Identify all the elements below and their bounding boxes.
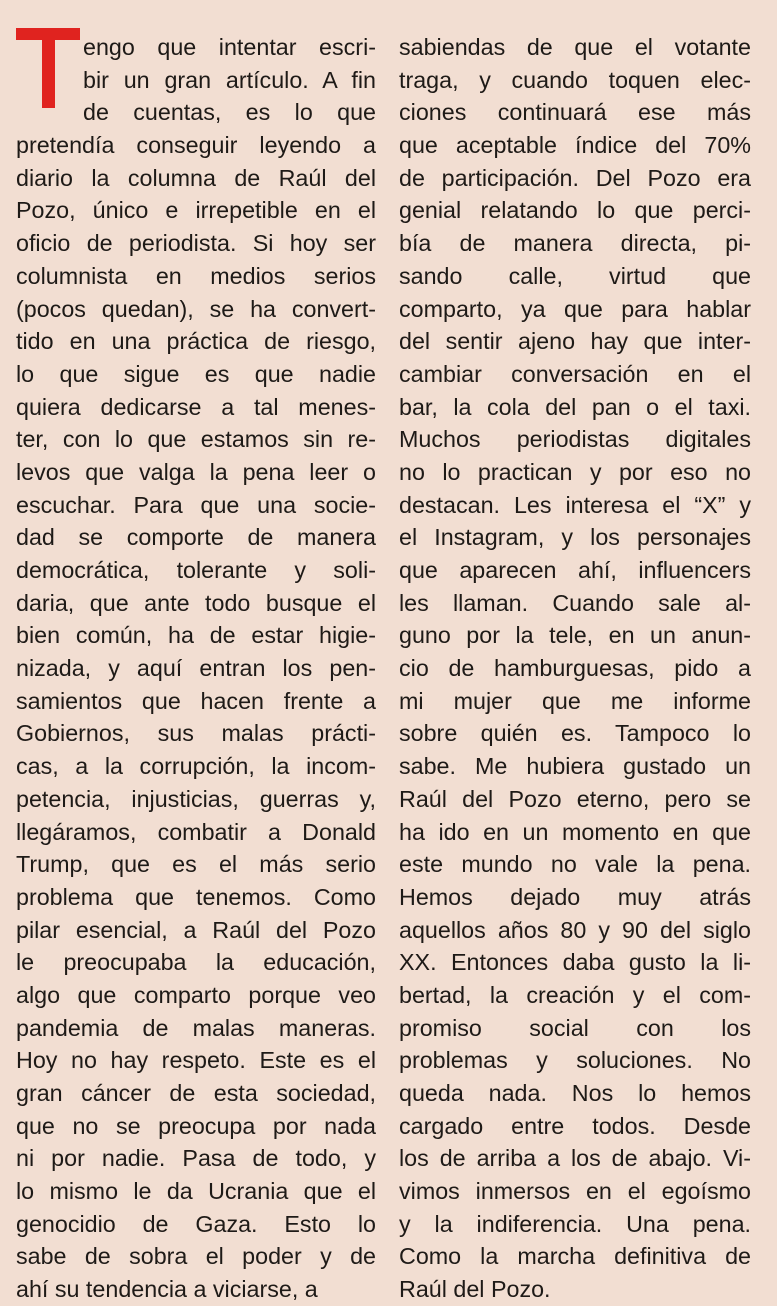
- text-line: sabe de sobra el poder y de: [16, 1243, 376, 1270]
- text-line: mi mujer que me informe: [399, 687, 751, 714]
- text-line: llegáramos, combatir a Donald: [16, 818, 376, 845]
- text-line: nizada, y aquí entran los pen-: [16, 655, 376, 682]
- text-line: los de arriba a los de abajo. Vi-: [399, 1145, 751, 1172]
- text-line: dad se comporte de manera: [16, 524, 376, 551]
- text-line: no lo practican y por eso no: [399, 458, 751, 485]
- text-line: quiera dedicarse a tal menes-: [16, 393, 376, 420]
- text-line: que aparecen ahí, influencers: [399, 557, 751, 583]
- text-line: problema que tenemos. Como: [16, 883, 376, 910]
- text-line: sando calle, virtud que: [399, 262, 751, 289]
- text-line: ciones continuará ese más: [399, 99, 751, 126]
- text-line: destacan. Les interesa el “X” y: [399, 491, 751, 518]
- text-line: Raúl del Pozo eterno, pero se: [399, 785, 751, 812]
- text-line: Pozo, único e irrepetible en el: [16, 197, 376, 224]
- text-line: bir un gran artículo. A fin: [83, 66, 376, 93]
- text-line: diario la columna de Raúl del: [16, 164, 376, 191]
- text-line: XX. Entonces daba gusto la li-: [399, 949, 751, 976]
- text-line: ter, con lo que estamos sin re-: [16, 426, 376, 453]
- text-line: les llaman. Cuando sale al-: [399, 589, 751, 616]
- text-line: lo que sigue es que nadie: [16, 360, 376, 387]
- text-line: cio de hamburguesas, pido a: [399, 655, 751, 682]
- text-line: y la indiferencia. Una pena.: [399, 1210, 751, 1237]
- text-line: que aceptable índice del 70%: [399, 132, 751, 159]
- text-line: Hoy no hay respeto. Este es el: [16, 1047, 376, 1074]
- text-line: bertad, la creación y el com-: [399, 981, 751, 1008]
- text-line: cambiar conversación en el: [399, 360, 751, 387]
- text-line: columnista en medios serios: [16, 262, 376, 289]
- text-line: engo que intentar escri-: [83, 34, 376, 60]
- text-line: algo que comparto porque veo: [16, 981, 376, 1008]
- text-line: sobre quién es. Tampoco lo: [399, 720, 751, 747]
- text-line: el Instagram, y los personajes: [399, 524, 751, 551]
- text-line: bía de manera directa, pi-: [399, 230, 751, 257]
- text-line: pretendía conseguir leyendo a: [16, 132, 376, 159]
- text-line: democrática, tolerante y soli-: [16, 557, 376, 583]
- text-line: vimos inmersos en el egoísmo: [399, 1178, 751, 1205]
- text-line: genial relatando lo que perci-: [399, 197, 751, 224]
- text-line: queda nada. Nos lo hemos: [399, 1080, 751, 1106]
- text-line: sabe. Me hubiera gustado un: [399, 753, 751, 780]
- text-line: Como la marcha definitiva de: [399, 1243, 751, 1270]
- text-line: bar, la cola del pan o el taxi.: [399, 393, 751, 420]
- text-line: de participación. Del Pozo era: [399, 164, 751, 191]
- text-line: este mundo no vale la pena.: [399, 851, 751, 878]
- right-column: [399, 31, 751, 1306]
- text-line: Hemos dejado muy atrás: [399, 883, 751, 910]
- text-line: gran cáncer de esta sociedad,: [16, 1080, 376, 1106]
- text-line: que no se preocupa por nada: [16, 1112, 376, 1139]
- text-line: cas, a la corrupción, la incom-: [16, 753, 376, 780]
- text-line: sabiendas de que el votante: [399, 34, 751, 60]
- text-line: de cuentas, es lo que: [83, 99, 376, 126]
- text-line: escuchar. Para que una socie-: [16, 491, 376, 518]
- text-line: ahí su tendencia a viciarse, a: [16, 1276, 318, 1303]
- text-line: promiso social con los: [399, 1014, 751, 1041]
- text-line: genocidio de Gaza. Esto lo: [16, 1210, 376, 1237]
- text-line: ha ido en un momento en que: [399, 818, 751, 845]
- text-line: guno por la tele, en un anun-: [399, 622, 751, 649]
- text-line: bien común, ha de estar higie-: [16, 622, 376, 649]
- text-line: levos que valga la pena leer o: [16, 458, 376, 485]
- text-line: problemas y soluciones. No: [399, 1047, 751, 1074]
- text-line: pandemia de malas maneras.: [16, 1014, 376, 1041]
- text-line: Gobiernos, sus malas prácti-: [16, 720, 376, 747]
- text-line: Muchos periodistas digitales: [399, 426, 751, 453]
- text-line: Trump, que es el más serio: [16, 851, 376, 878]
- text-line: aquellos años 80 y 90 del siglo: [399, 916, 751, 943]
- text-line: oficio de periodista. Si hoy ser: [16, 230, 376, 257]
- left-column: [16, 31, 376, 1306]
- text-line: le preocupaba la educación,: [16, 949, 376, 976]
- text-line: comparto, ya que para hablar: [399, 295, 751, 322]
- text-line: tido en una práctica de riesgo,: [16, 328, 376, 355]
- text-line: del sentir ajeno hay que inter-: [399, 328, 751, 355]
- text-line: traga, y cuando toquen elec-: [399, 66, 751, 93]
- text-line: lo mismo le da Ucrania que el: [16, 1178, 376, 1205]
- text-line: pilar esencial, a Raúl del Pozo: [16, 916, 376, 943]
- text-line: petencia, injusticias, guerras y,: [16, 785, 376, 812]
- text-line: cargado entre todos. Desde: [399, 1112, 751, 1139]
- text-line: daria, que ante todo busque el: [16, 589, 376, 616]
- text-line: samientos que hacen frente a: [16, 687, 376, 714]
- text-line: ni por nadie. Pasa de todo, y: [16, 1145, 376, 1172]
- text-line: Raúl del Pozo.: [399, 1276, 551, 1303]
- text-line: (pocos quedan), se ha convert-: [16, 295, 376, 322]
